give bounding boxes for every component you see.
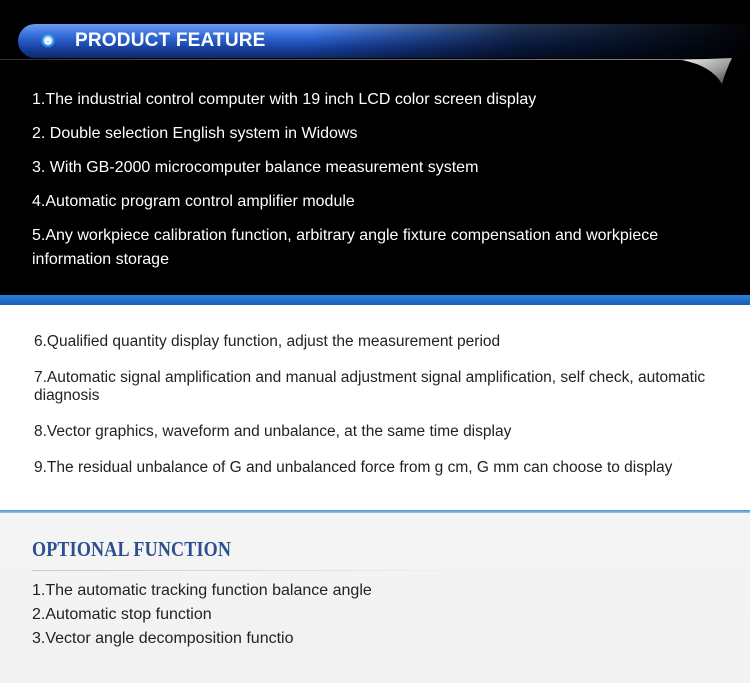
list-item: 1.The industrial control computer with 19 inch LCD color screen display (32, 91, 537, 108)
list-item: 3. With GB-2000 microcomputer balance measurement system (32, 159, 479, 176)
optional-function-list (32, 579, 722, 651)
section-title: PRODUCT FEATURE (75, 30, 266, 51)
list-item: 2. Double selection English system in Widows (32, 125, 358, 142)
feature-list-mid (34, 333, 724, 495)
divider (0, 59, 720, 60)
list-item: 7.Automatic signal amplification and manual adjustment signal amplification, self check, automatic diagnosis (34, 369, 706, 404)
product-feature-banner (18, 24, 750, 58)
feature-list-section (0, 305, 750, 510)
blue-orb-icon (40, 33, 56, 49)
list-item: 1.The automatic tracking function balance angle (32, 582, 372, 599)
optional-function-section (0, 513, 750, 683)
list-item: 9.The residual unbalance of G and unbalanced force from g cm, G mm can choose to display (34, 459, 673, 476)
list-item: 2.Automatic stop function (32, 606, 212, 623)
optional-function-title: OPTIONAL FUNCTION (32, 537, 232, 561)
list-item: 3.Vector angle decomposition functio (32, 630, 294, 647)
list-item: 4.Automatic program control amplifier module (32, 193, 355, 210)
blue-divider-strip (0, 295, 750, 305)
list-item: 6.Qualified quantity display function, adjust the measurement period (34, 333, 501, 350)
feature-list-top (32, 88, 722, 282)
product-feature-section (0, 0, 750, 295)
banner-fade (308, 24, 750, 58)
title-underline (32, 570, 472, 571)
list-item: 5.Any workpiece calibration function, arbitrary angle fixture compensation and workpiece information storage (32, 227, 659, 268)
list-item: 8.Vector graphics, waveform and unbalance, at the same time display (34, 423, 512, 440)
page-curl-decoration (682, 58, 732, 84)
